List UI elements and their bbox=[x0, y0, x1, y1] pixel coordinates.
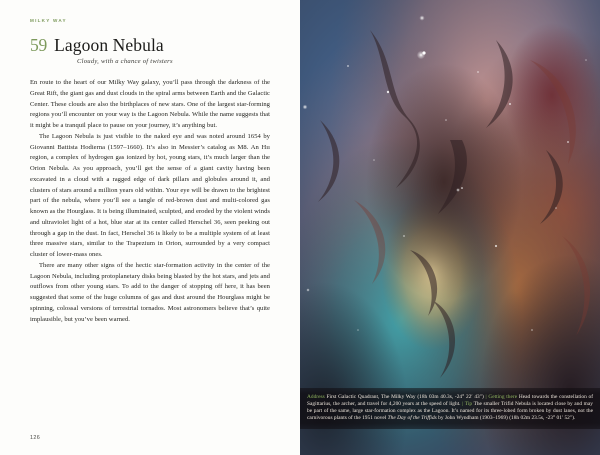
image-caption bbox=[300, 388, 600, 429]
nebula-photograph bbox=[300, 0, 600, 455]
caption-tip-text-end: by John Wyndham (1903–1969) (18h 02m 23.5s, -23° 01′ 52″). bbox=[438, 414, 576, 421]
caption-tip-label: Tip bbox=[464, 400, 473, 407]
paragraph: En route to the heart of our Milky Way galaxy, you’ll pass through the darkness of the Great Rift, the giant gas and dust clouds in the spiral arms between Earth and the Galactic Center. These clouds are also the birthplaces of new stars. One of the largest star-forming regions you’ll encounter on your way is the Lagoon Nebula. While the name suggests that it might be a tranquil place to pause on your journey, it’s anything but. bbox=[30, 79, 270, 129]
page-number: 126 bbox=[30, 435, 41, 441]
caption-separator: | bbox=[485, 393, 487, 400]
chapter-subtitle: Cloudy, with a chance of twisters bbox=[77, 58, 173, 65]
paragraph: The Lagoon Nebula is just visible to the naked eye and was noted around 1654 by Giovanni Battista Hodierna (1597–1660). It’s also in Messier’s catalog as M8. An Hıı region, a complex of hydrogen gas ionized by hot, young stars, it’s much larger than the Orion Nebula. As you approach, you’ll get the sense of a giant cavity having been excavated in a cloud with a ragged edge of dark pillars and globules around it, and clusters of stars around a million years old within. Your eye will be drawn to the brightest part of the nebula, where you’ll see a tangle of red-brown dust and multi-colored gas known as the Hourglass. It is being illuminated, sculpted, and eroded by the violent winds and ultraviolet light of a hot, blue star at its center called Herschel 36, seen peeking out through a gap in the dust. In fact, Herschel 36 is likely to be a multiple system of at least three massive stars, similar to the Trapezium in Orion, surrounded by a very compact cluster of lower-mass ones. bbox=[30, 132, 270, 258]
chapter-number: 59 bbox=[30, 35, 48, 55]
body-copy bbox=[30, 78, 270, 325]
caption-address-text: First Galactic Quadrant, The Milky Way (18h 03m 40.3s, -24° 22′ 43″) bbox=[326, 393, 484, 400]
caption-getting-there-label: Getting there bbox=[488, 393, 518, 400]
caption-book-title: The Day of the Triffids bbox=[387, 414, 437, 421]
caption-address-label: Address bbox=[307, 393, 325, 400]
page-title bbox=[30, 37, 270, 55]
running-head: MILKY WAY bbox=[30, 18, 67, 23]
caption-tip-text: The smaller Trifid Nebula is located close by and may be part of the same, large star-formation complex as the Lagoon. It’s named for its three-lobed form broken by dust lanes, not the carnivorous plants of the 1951 novel bbox=[307, 400, 593, 421]
caption-text bbox=[307, 394, 593, 422]
right-page bbox=[300, 0, 600, 455]
nebula-image-canvas bbox=[300, 0, 600, 455]
chapter-title: Lagoon Nebula bbox=[54, 35, 164, 55]
caption-separator: | bbox=[462, 400, 464, 407]
paragraph: There are many other signs of the hectic star-formation activity in the center of the Lagoon Nebula, including protoplanetary disks being blasted by the hot stars, and jets and outflows from other young stars. To add to the danger of stopping off here, it has been suggested that some of the huge columns of gas and dust around the Hourglass might be spinning, colossal versions of terrestrial tornados. Most astronomers believe that’s quite implausible, but you’ve been warned. bbox=[30, 261, 270, 323]
caption-getting-there-text: Head towards the constellation of Sagittarius, the archer, and travel for 4,200 years at the speed of light. bbox=[307, 393, 594, 407]
